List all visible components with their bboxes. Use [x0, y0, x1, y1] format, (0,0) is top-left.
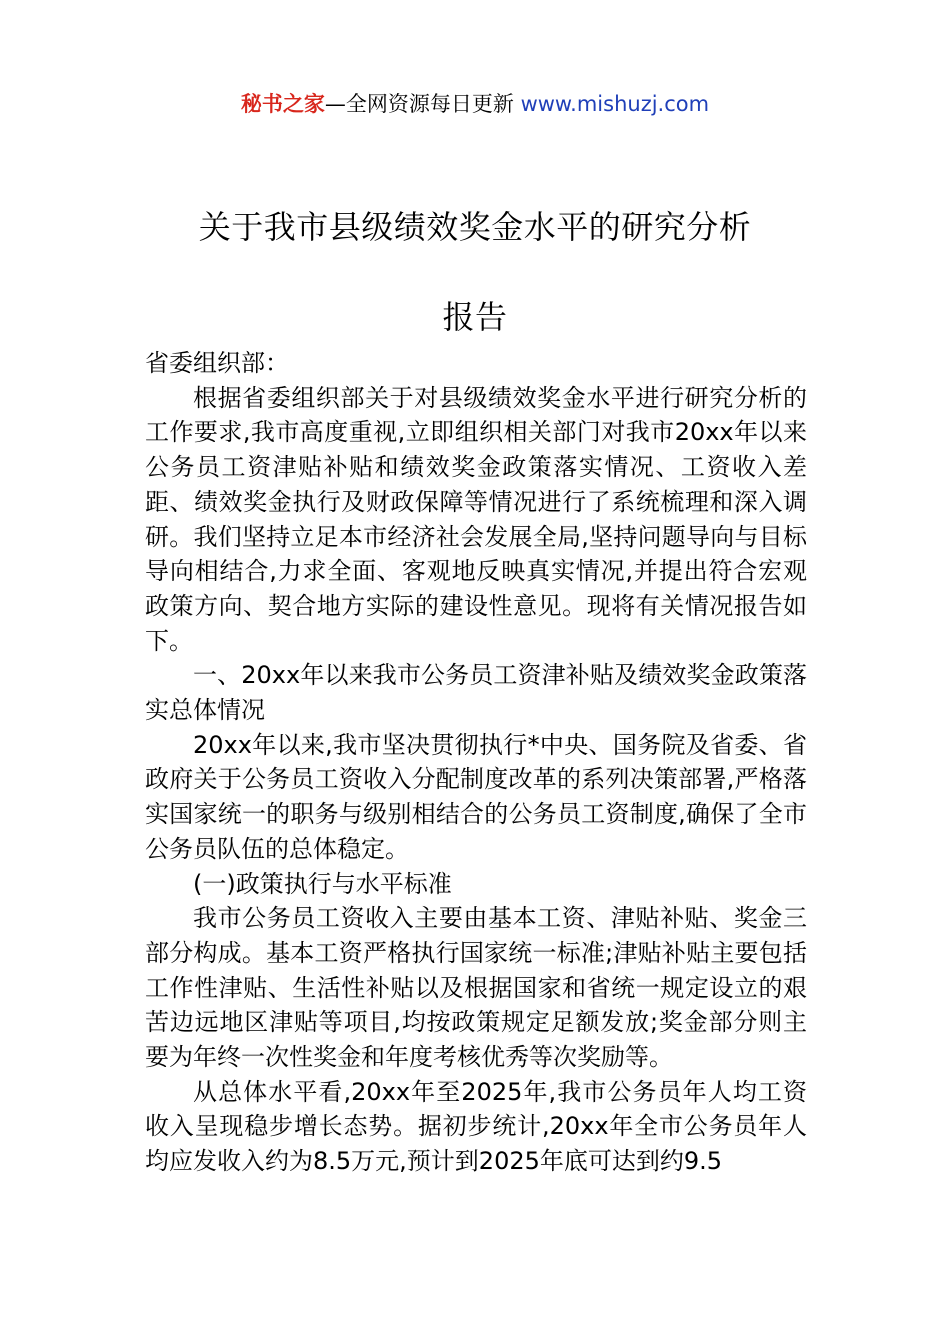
section-heading-1: 一、20xx年以来我市公务员工资津补贴及绩效奖金政策落实总体情况 [145, 661, 807, 725]
title-line-1: 关于我市县级绩效奖金水平的研究分析 [198, 208, 752, 246]
site-url-link[interactable]: www.mishuzj.com [520, 92, 710, 116]
site-brand: 秘书之家 [240, 92, 325, 116]
document-title [100, 182, 850, 362]
document-body [145, 346, 807, 1179]
title-line-2: 报告 [442, 298, 508, 336]
subsection-1-paragraph-2: 从总体水平看,20xx年至2025年,我市公务员年人均工资收入呈现稳步增长态势。据初步统计,20xx年全市公务员年人均应发收入约为8.5万元,预计到2025年底可达到约9.5 [145, 1077, 807, 1176]
subsection-heading-1: (一)政策执行与水平标准 [193, 869, 452, 898]
site-header [0, 88, 950, 120]
site-tagline: —全网资源每日更新 [324, 92, 521, 116]
intro-paragraph: 根据省委组织部关于对县级绩效奖金水平进行研究分析的工作要求,我市高度重视,立即组织相关部门对我市20xx年以来公务员工资津贴补贴和绩效奖金政策落实情况、工资收入差距、绩效奖金执行及财政保障等情况进行了系统梳理和深入调研。我们坚持立足本市经济社会发展全局,坚持问题导向与目标导向相结合,力求全面、客观地反映真实情况,并提出符合宏观政策方向、契合地方实际的建设性意见。现将有关情况报告如下。 [145, 383, 807, 655]
salutation: 省委组织部： [145, 349, 289, 377]
subsection-1-paragraph-1: 我市公务员工资收入主要由基本工资、津贴补贴、奖金三部分构成。基本工资严格执行国家统一标准;津贴补贴主要包括工作性津贴、生活性补贴以及根据国家和省统一规定设立的艰苦边远地区津贴等项目,均按政策规定足额发放;奖金部分则主要为年终一次性奖金和年度考核优秀等次奖励等。 [145, 904, 807, 1072]
section-1-paragraph: 20xx年以来,我市坚决贯彻执行*中央、国务院及省委、省政府关于公务员工资收入分配制度改革的系列决策部署,严格落实国家统一的职务与级别相结合的公务员工资制度,确保了全市公务员队伍的总体稳定。 [145, 730, 807, 863]
